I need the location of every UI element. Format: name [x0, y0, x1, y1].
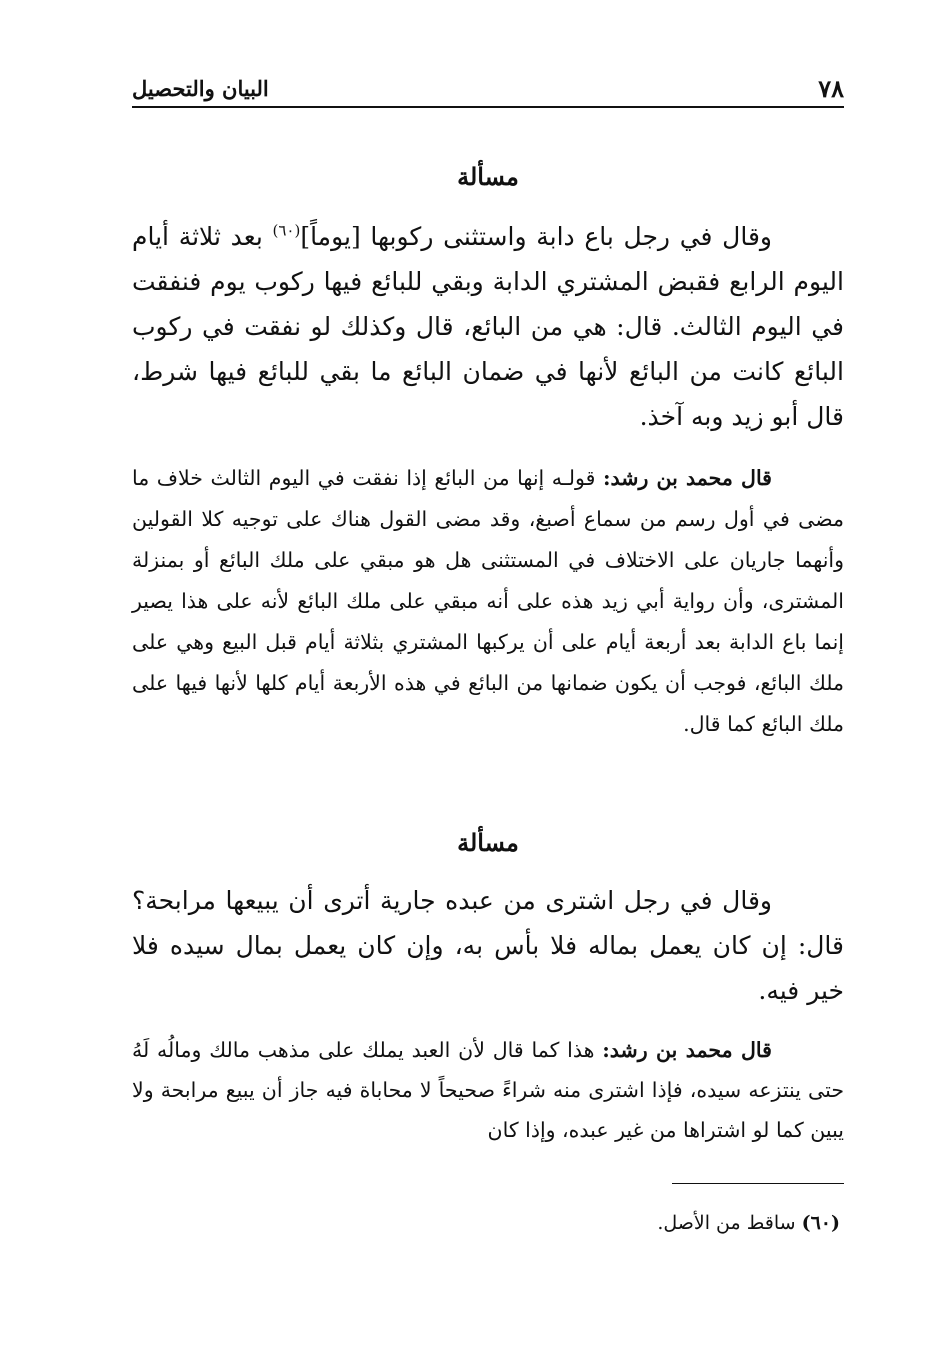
running-title: البيان والتحصيل	[132, 76, 269, 101]
page-number: ٧٨	[818, 74, 844, 103]
footnote-marker: (٦٠)	[801, 1212, 840, 1234]
footnote-reference: (٦٠)	[272, 221, 301, 240]
commentary-text-1: قولـه إنها من البائع إذا نفقت في اليوم الثالث خلاف ما مضى في أول رسم من سماع أصبغ، وقد مضى القول هناك على توجيه كلا القولين وأنهما جاريان على الاختلاف في المستثنى هل هو مبقي على ملك البائع أو بمنزلة المشترى، وأن رواية أبي زيد هذه على أنه مبقي على ملك البائع لأنه على هذا يصير إنما باع الدابة بعد أربعة أيام على أن يركبها المشتري بثلاثة أيام قبل البيع وهي على ملك البائع، فوجب أن يكون ضمانها من البائع في هذه الأربعة أيام كلها لأنها فيها على ملك البائع كما قال.	[132, 466, 844, 736]
commentary-speaker-1: قال محمد بن رشد:	[602, 466, 772, 490]
commentary-speaker-2: قال محمد بن رشد:	[602, 1038, 772, 1062]
header-rule	[132, 106, 844, 108]
commentary-text-2: هذا كما قال لأن العبد يملك على مذهب مالك ومالُه لَهُ حتى ينتزعه سيده، فإذا اشترى منه شراءً صحيحاً لا محاباة فيه جاز أن يبيع مرابحة ولا يبين كما لو اشتراها من غير عبده، وإذا كان	[132, 1038, 844, 1142]
question-text-2: وقال في رجل اشترى من عبده جارية أترى أن يبيعها مرابحة؟ قال: إن كان يعمل بماله فلا بأس به، وإن كان يعمل بمال سيده فلا خير فيه.	[132, 886, 844, 1005]
section-heading-2: مسألة	[457, 828, 519, 857]
commentary-paragraph-1	[132, 458, 844, 745]
section-heading-1: مسألة	[457, 162, 519, 191]
question-text-1b: بعد ثلاثة أيام اليوم الرابع فقبض المشتري الدابة وبقي للبائع فيها ركوب يوم فنفقت في اليوم الثالث. قال: هي من البائع، قال وكذلك لو نفقت في ركوب البائع كانت من البائع لأنها في ضمان البائع ما بقي للبائع فيها شرط، قال أبو زيد وبه آخذ.	[132, 222, 844, 431]
question-paragraph-2	[132, 878, 844, 1013]
footnote-rule	[672, 1183, 844, 1184]
question-text-1a: وقال في رجل باع دابة واستثنى ركوبها [يوماً]	[300, 222, 772, 251]
footnote-text: ساقط من الأصل.	[657, 1212, 802, 1234]
question-paragraph-1	[132, 214, 844, 439]
footnote	[657, 1208, 840, 1238]
commentary-paragraph-2	[132, 1030, 844, 1150]
page-header	[132, 74, 844, 108]
